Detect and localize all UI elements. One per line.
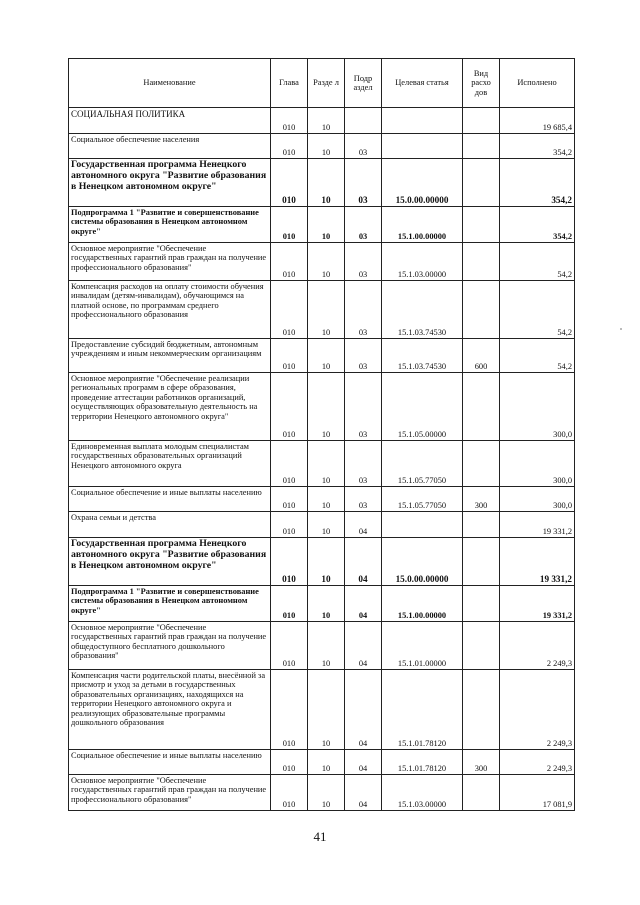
row-ispolneno: 300,0 — [500, 487, 575, 512]
row-podrazdel: 04 — [345, 586, 382, 622]
row-ispolneno: 17 081,9 — [500, 775, 575, 811]
row-name: Социальное обеспечение населения — [69, 134, 271, 159]
table-row — [69, 586, 575, 622]
row-tselevaya-statya: 15.1.00.00000 — [382, 207, 463, 243]
table-row — [69, 159, 575, 207]
row-razdel: 10 — [308, 775, 345, 811]
header-name: Наименование — [69, 59, 271, 108]
row-ispolneno: 19 685,4 — [500, 108, 575, 134]
row-vid-raskhodov — [463, 622, 500, 670]
row-tselevaya-statya: 15.1.01.78120 — [382, 670, 463, 750]
row-podrazdel: 04 — [345, 775, 382, 811]
row-name: Компенсация расходов на оплату стоимости обучения инвалидам (детям-инвалидам), обучающимся на платной основе, по программам среднего профессионального образования — [69, 281, 271, 339]
table-row — [69, 373, 575, 441]
row-tselevaya-statya: 15.1.05.00000 — [382, 373, 463, 441]
row-tselevaya-statya — [382, 134, 463, 159]
row-podrazdel: 03 — [345, 373, 382, 441]
row-tselevaya-statya: 15.1.00.00000 — [382, 586, 463, 622]
row-name: Предоставление субсидий бюджетным, автономным учреждениям и иным некоммерческим организациям — [69, 339, 271, 373]
header-podrazdel: Подр аздел — [345, 59, 382, 108]
row-podrazdel: 04 — [345, 538, 382, 586]
header-glava: Глава — [271, 59, 308, 108]
row-podrazdel: 04 — [345, 750, 382, 775]
table-row — [69, 487, 575, 512]
table-row — [69, 108, 575, 134]
row-razdel: 10 — [308, 339, 345, 373]
table-row — [69, 441, 575, 487]
row-podrazdel: 03 — [345, 159, 382, 207]
row-name: Государственная программа Ненецкого автономного округа "Развитие образования в Ненецком автономном округе" — [69, 538, 271, 586]
row-ispolneno: 2 249,3 — [500, 750, 575, 775]
row-glava: 010 — [271, 670, 308, 750]
row-razdel: 10 — [308, 586, 345, 622]
row-razdel: 10 — [308, 108, 345, 134]
row-vid-raskhodov — [463, 207, 500, 243]
row-tselevaya-statya: 15.1.03.00000 — [382, 775, 463, 811]
row-ispolneno: 19 331,2 — [500, 538, 575, 586]
row-razdel: 10 — [308, 622, 345, 670]
row-vid-raskhodov: 300 — [463, 487, 500, 512]
row-razdel: 10 — [308, 243, 345, 281]
row-tselevaya-statya: 15.1.05.77050 — [382, 441, 463, 487]
row-razdel: 10 — [308, 538, 345, 586]
row-podrazdel: 03 — [345, 441, 382, 487]
row-tselevaya-statya: 15.1.03.74530 — [382, 281, 463, 339]
row-name: Основное мероприятие "Обеспечение реализации региональных программ в сфере образования, проведение аттестации работников организаций, осуществляющих образовательную деятельность на территории Ненецкого автономного округа" — [69, 373, 271, 441]
row-vid-raskhodov — [463, 512, 500, 538]
row-ispolneno: 54,2 — [500, 281, 575, 339]
row-razdel: 10 — [308, 487, 345, 512]
row-vid-raskhodov — [463, 373, 500, 441]
row-glava: 010 — [271, 750, 308, 775]
row-name: Основное мероприятие "Обеспечение государственных гарантий прав граждан на получение общедоступного бесплатного дошкольного образования" — [69, 622, 271, 670]
table-row — [69, 339, 575, 373]
row-razdel: 10 — [308, 373, 345, 441]
row-ispolneno: 2 249,3 — [500, 622, 575, 670]
table-row — [69, 775, 575, 811]
row-glava: 010 — [271, 373, 308, 441]
row-ispolneno: 19 331,2 — [500, 512, 575, 538]
row-glava: 010 — [271, 512, 308, 538]
row-razdel: 10 — [308, 207, 345, 243]
row-glava: 010 — [271, 538, 308, 586]
row-razdel: 10 — [308, 134, 345, 159]
row-vid-raskhodov — [463, 586, 500, 622]
row-podrazdel: 03 — [345, 134, 382, 159]
row-vid-raskhodov — [463, 441, 500, 487]
row-name: СОЦИАЛЬНАЯ ПОЛИТИКА — [69, 108, 271, 134]
header-razdel: Разде л — [308, 59, 345, 108]
row-glava: 010 — [271, 207, 308, 243]
row-name: Основное мероприятие "Обеспечение государственных гарантий прав граждан на получение профессионального образования" — [69, 775, 271, 811]
table-row — [69, 750, 575, 775]
row-ispolneno: 19 331,2 — [500, 586, 575, 622]
row-razdel: 10 — [308, 512, 345, 538]
row-vid-raskhodov — [463, 670, 500, 750]
row-tselevaya-statya — [382, 108, 463, 134]
budget-table — [68, 58, 575, 811]
row-ispolneno: 2 249,3 — [500, 670, 575, 750]
row-tselevaya-statya: 15.0.00.00000 — [382, 159, 463, 207]
row-vid-raskhodov — [463, 159, 500, 207]
header-vid-raskhodov: Вид расхо дов — [463, 59, 500, 108]
row-podrazdel: 03 — [345, 281, 382, 339]
row-name: Компенсация части родительской платы, внесённой за присмотр и уход за детьми в государственных образовательных организациях, находящихся на территории Ненецкого автономного округа и реализующих образовательные программы дошкольного образования — [69, 670, 271, 750]
page-number: 41 — [313, 829, 327, 844]
table-row — [69, 512, 575, 538]
row-podrazdel: 04 — [345, 622, 382, 670]
row-tselevaya-statya: 15.1.01.00000 — [382, 622, 463, 670]
row-glava: 010 — [271, 339, 308, 373]
row-glava: 010 — [271, 487, 308, 512]
row-glava: 010 — [271, 281, 308, 339]
row-glava: 010 — [271, 159, 308, 207]
table-row — [69, 207, 575, 243]
row-vid-raskhodov — [463, 775, 500, 811]
row-glava: 010 — [271, 775, 308, 811]
row-name: Основное мероприятие "Обеспечение государственных гарантий прав граждан на получение профессионального образования" — [69, 243, 271, 281]
table-header-row — [69, 59, 575, 108]
row-podrazdel — [345, 108, 382, 134]
row-ispolneno: 300,0 — [500, 441, 575, 487]
row-vid-raskhodov: 300 — [463, 750, 500, 775]
row-podrazdel: 03 — [345, 487, 382, 512]
table-row — [69, 622, 575, 670]
header-ispolneno: Исполнено — [500, 59, 575, 108]
row-glava: 010 — [271, 108, 308, 134]
row-ispolneno: 354,2 — [500, 159, 575, 207]
row-name: Единовременная выплата молодым специалистам государственных образовательных организаций Ненецкого автономного округа — [69, 441, 271, 487]
row-glava: 010 — [271, 134, 308, 159]
row-podrazdel: 04 — [345, 670, 382, 750]
table-row — [69, 243, 575, 281]
header-tselevaya-statya: Целевая статья — [382, 59, 463, 108]
row-tselevaya-statya: 15.1.03.74530 — [382, 339, 463, 373]
row-vid-raskhodov — [463, 538, 500, 586]
table-row — [69, 134, 575, 159]
row-tselevaya-statya: 15.1.01.78120 — [382, 750, 463, 775]
row-podrazdel: 03 — [345, 207, 382, 243]
row-tselevaya-statya: 15.1.03.00000 — [382, 243, 463, 281]
row-razdel: 10 — [308, 670, 345, 750]
row-name: Подпрограмма 1 "Развитие и совершенствование системы образования в Ненецком автономном округе" — [69, 586, 271, 622]
table-row — [69, 538, 575, 586]
row-ispolneno: 354,2 — [500, 207, 575, 243]
row-ispolneno: 54,2 — [500, 339, 575, 373]
row-tselevaya-statya: 15.1.05.77050 — [382, 487, 463, 512]
row-glava: 010 — [271, 586, 308, 622]
row-vid-raskhodov — [463, 281, 500, 339]
table-row — [69, 670, 575, 750]
scan-speck — [620, 328, 622, 330]
row-name: Социальное обеспечение и иные выплаты населению — [69, 487, 271, 512]
row-tselevaya-statya: 15.0.00.00000 — [382, 538, 463, 586]
row-ispolneno: 54,2 — [500, 243, 575, 281]
row-name: Подпрограмма 1 "Развитие и совершенствование системы образования в Ненецком автономном округе" — [69, 207, 271, 243]
row-ispolneno: 300,0 — [500, 373, 575, 441]
row-name: Социальное обеспечение и иные выплаты населению — [69, 750, 271, 775]
row-podrazdel: 03 — [345, 243, 382, 281]
row-glava: 010 — [271, 441, 308, 487]
row-vid-raskhodov: 600 — [463, 339, 500, 373]
row-podrazdel: 04 — [345, 512, 382, 538]
row-razdel: 10 — [308, 750, 345, 775]
row-razdel: 10 — [308, 441, 345, 487]
row-podrazdel: 03 — [345, 339, 382, 373]
row-razdel: 10 — [308, 281, 345, 339]
row-razdel: 10 — [308, 159, 345, 207]
row-name: Государственная программа Ненецкого автономного округа "Развитие образования в Ненецком автономном округе" — [69, 159, 271, 207]
row-vid-raskhodov — [463, 108, 500, 134]
row-name: Охрана семьи и детства — [69, 512, 271, 538]
row-tselevaya-statya — [382, 512, 463, 538]
row-glava: 010 — [271, 243, 308, 281]
row-glava: 010 — [271, 622, 308, 670]
row-ispolneno: 354,2 — [500, 134, 575, 159]
row-vid-raskhodov — [463, 134, 500, 159]
row-vid-raskhodov — [463, 243, 500, 281]
table-row — [69, 281, 575, 339]
